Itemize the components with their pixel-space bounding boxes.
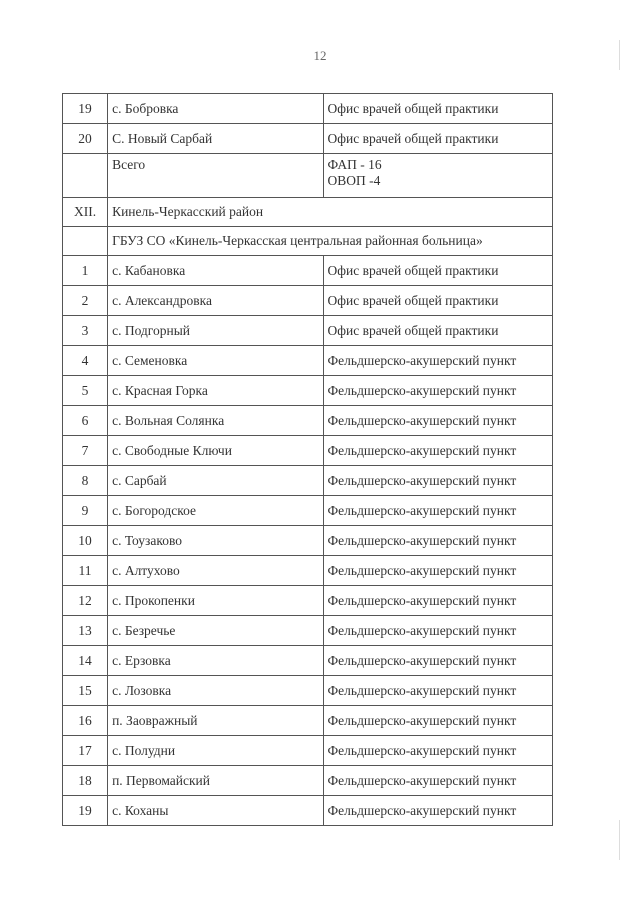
facility-type-cell: Фельдшерско-акушерский пункт	[323, 616, 552, 646]
table-row	[63, 94, 553, 124]
facility-type-cell: Фельдшерско-акушерский пункт	[323, 496, 552, 526]
facility-type-cell: Офис врачей общей практики	[323, 286, 552, 316]
scan-edge-mark	[619, 40, 620, 70]
facility-type-cell: Фельдшерско-акушерский пункт	[323, 766, 552, 796]
district-number: XII.	[63, 198, 108, 227]
facility-type-cell: Фельдшерско-акушерский пункт	[323, 376, 552, 406]
table-row	[63, 616, 553, 646]
total-values	[323, 154, 552, 198]
row-number: 11	[63, 556, 108, 586]
locality-cell: с. Кабановка	[108, 256, 323, 286]
locality-cell: с. Лозовка	[108, 676, 323, 706]
row-number: 20	[63, 124, 108, 154]
row-number-empty	[63, 227, 108, 256]
locality-cell: п. Заовражный	[108, 706, 323, 736]
table-row	[63, 406, 553, 436]
table-row	[63, 286, 553, 316]
locality-cell: с. Бобровка	[108, 94, 323, 124]
table-row	[63, 436, 553, 466]
locality-cell: с. Безречье	[108, 616, 323, 646]
district-name: Кинель-Черкасский район	[108, 198, 553, 227]
facilities-table	[62, 93, 553, 826]
facilities-list	[63, 256, 553, 826]
facility-type-cell: Фельдшерско-акушерский пункт	[323, 466, 552, 496]
table-row	[63, 706, 553, 736]
row-number: 17	[63, 736, 108, 766]
total-ovop: ОВОП -4	[327, 173, 381, 188]
locality-cell: с. Богородское	[108, 496, 323, 526]
facility-type-cell: Офис врачей общей практики	[323, 316, 552, 346]
total-row	[63, 154, 553, 198]
table-row	[63, 496, 553, 526]
locality-cell: с. Подгорный	[108, 316, 323, 346]
row-number: 10	[63, 526, 108, 556]
locality-cell: с. Прокопенки	[108, 586, 323, 616]
locality-cell: с. Вольная Солянка	[108, 406, 323, 436]
row-number: 15	[63, 676, 108, 706]
facility-type-cell: Фельдшерско-акушерский пункт	[323, 736, 552, 766]
table-row	[63, 346, 553, 376]
locality-cell: с. Семеновка	[108, 346, 323, 376]
locality-cell: с. Сарбай	[108, 466, 323, 496]
table-row	[63, 256, 553, 286]
row-number: 4	[63, 346, 108, 376]
row-number: 9	[63, 496, 108, 526]
table-row	[63, 376, 553, 406]
row-number: 19	[63, 796, 108, 826]
table-row	[63, 796, 553, 826]
table-row	[63, 676, 553, 706]
facility-type-cell: Фельдшерско-акушерский пункт	[323, 676, 552, 706]
locality-cell: С. Новый Сарбай	[108, 124, 323, 154]
locality-cell: с. Тоузаково	[108, 526, 323, 556]
facility-type-cell: Фельдшерско-акушерский пункт	[323, 706, 552, 736]
facility-type-cell: Фельдшерско-акушерский пункт	[323, 556, 552, 586]
locality-cell: с. Полудни	[108, 736, 323, 766]
facility-type-cell: Фельдшерско-акушерский пункт	[323, 406, 552, 436]
row-number: 7	[63, 436, 108, 466]
row-number: 13	[63, 616, 108, 646]
facility-type-cell: Офис врачей общей практики	[323, 124, 552, 154]
total-fap: ФАП - 16	[327, 157, 382, 172]
locality-cell: с. Александровка	[108, 286, 323, 316]
table-row	[63, 526, 553, 556]
row-number-empty	[63, 154, 108, 198]
row-number: 2	[63, 286, 108, 316]
hospital-name: ГБУЗ СО «Кинель-Черкасская центральная районная больница»	[108, 227, 553, 256]
locality-cell: с. Алтухово	[108, 556, 323, 586]
facility-type-cell: Фельдшерско-акушерский пункт	[323, 346, 552, 376]
page-number: 12	[313, 48, 327, 63]
facility-type-cell: Фельдшерско-акушерский пункт	[323, 526, 552, 556]
table-row	[63, 316, 553, 346]
locality-cell: п. Первомайский	[108, 766, 323, 796]
locality-cell: с. Красная Горка	[108, 376, 323, 406]
row-number: 16	[63, 706, 108, 736]
table-row	[63, 124, 553, 154]
row-number: 8	[63, 466, 108, 496]
row-number: 14	[63, 646, 108, 676]
table-row	[63, 586, 553, 616]
row-number: 18	[63, 766, 108, 796]
locality-cell: с. Коханы	[108, 796, 323, 826]
locality-cell: с. Свободные Ключи	[108, 436, 323, 466]
row-number: 1	[63, 256, 108, 286]
table-row	[63, 466, 553, 496]
facility-type-cell: Фельдшерско-акушерский пункт	[323, 646, 552, 676]
facility-type-cell: Фельдшерско-акушерский пункт	[323, 586, 552, 616]
hospital-heading-row	[63, 227, 553, 256]
locality-cell: с. Ерзовка	[108, 646, 323, 676]
facility-type-cell: Офис врачей общей практики	[323, 256, 552, 286]
row-number: 19	[63, 94, 108, 124]
scan-edge-mark	[619, 820, 620, 860]
facility-type-cell: Фельдшерско-акушерский пункт	[323, 796, 552, 826]
facility-type-cell: Фельдшерско-акушерский пункт	[323, 436, 552, 466]
table-row	[63, 646, 553, 676]
table-row	[63, 736, 553, 766]
facility-type-cell: Офис врачей общей практики	[323, 94, 552, 124]
district-heading-row	[63, 198, 553, 227]
row-number: 12	[63, 586, 108, 616]
total-label: Всего	[108, 154, 323, 198]
row-number: 5	[63, 376, 108, 406]
row-number: 3	[63, 316, 108, 346]
table-row	[63, 556, 553, 586]
table-row	[63, 766, 553, 796]
row-number: 6	[63, 406, 108, 436]
